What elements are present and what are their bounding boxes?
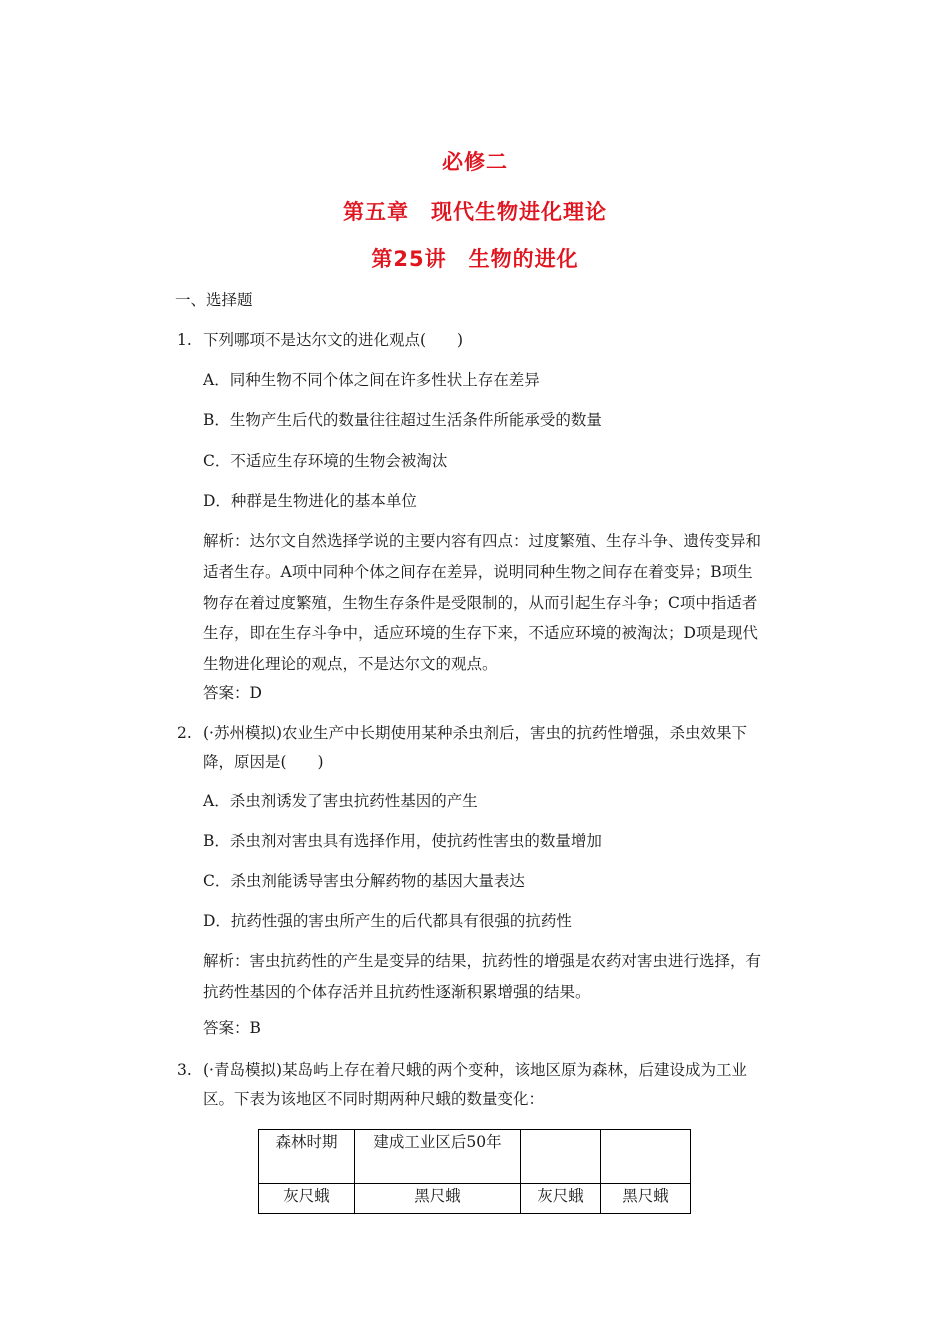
table-cell (601, 1130, 691, 1184)
q2-stem-line: (·苏州模拟)农业生产中长期使用某种杀虫剂后，害虫的抗药性增强，杀虫效果下 (203, 724, 748, 742)
q1-option-c: C．不适应生存环境的生物会被淘汰 (203, 452, 448, 470)
q2-answer: 答案：B (203, 1019, 261, 1037)
q1-analysis-line: 生物进化理论的观点，不是达尔文的观点。 (203, 655, 498, 673)
q1-analysis-line: 解析：达尔文自然选择学说的主要内容有四点：过度繁殖、生存斗争、遗传变异和 (203, 532, 762, 550)
table-cell (521, 1130, 601, 1184)
q1-analysis-line: 生存，即在生存斗争中，适应环境的生存下来，不适应环境的被淘汰；D项是现代 (203, 624, 758, 642)
book-title: 必修二 (442, 150, 508, 174)
q3-stem-line: (·青岛模拟)某岛屿上存在着尺蛾的两个变种，该地区原为森林，后建设成为工业 (203, 1061, 748, 1079)
lecture-title: 第25讲 生物的进化 (371, 247, 579, 271)
q1-option-a: A．同种生物不同个体之间在许多性状上存在差异 (203, 371, 540, 389)
q1-answer: 答案：D (203, 684, 262, 702)
q2-stem-line: 降，原因是( ) (203, 753, 324, 771)
table-row (259, 1184, 691, 1214)
q2-option-b: B．杀虫剂对害虫具有选择作用，使抗药性害虫的数量增加 (203, 832, 602, 850)
table-cell: 黑尺蛾 (601, 1184, 691, 1214)
q2-analysis-line: 解析：害虫抗药性的产生是变异的结果，抗药性的增强是农药对害虫进行选择，有 (203, 952, 762, 970)
q1-analysis-line: 物存在着过度繁殖，生物生存条件是受限制的，从而引起生存斗争；C项中指适者 (203, 594, 758, 612)
chapter-title: 第五章 现代生物进化理论 (343, 200, 607, 224)
table-cell: 建成工业区后50年 (355, 1130, 521, 1184)
table-cell: 森林时期 (259, 1130, 355, 1184)
q2-option-c: C．杀虫剂能诱导害虫分解药物的基因大量表达 (203, 872, 525, 890)
q2-analysis-line: 抗药性基因的个体存活并且抗药性逐渐积累增强的结果。 (203, 983, 591, 1001)
q2-option-d: D．抗药性强的害虫所产生的后代都具有很强的抗药性 (203, 912, 572, 930)
q2-number: 2. (177, 724, 192, 742)
table-cell: 灰尺蛾 (259, 1184, 355, 1214)
q3-stem-line: 区。下表为该地区不同时期两种尺蛾的数量变化： (203, 1090, 545, 1108)
q1-analysis-line: 适者生存。A项中同种个体之间存在差异，说明同种生物之间存在着变异；B项生 (203, 563, 753, 581)
table-cell: 灰尺蛾 (521, 1184, 601, 1214)
q3-number: 3. (177, 1061, 192, 1079)
q1-option-b: B．生物产生后代的数量往往超过生活条件所能承受的数量 (203, 411, 602, 429)
section-title: 一、选择题 (175, 291, 253, 309)
table-cell: 黑尺蛾 (355, 1184, 521, 1214)
q1-number: 1. (177, 331, 192, 349)
q1-stem: 下列哪项不是达尔文的进化观点( ) (203, 331, 464, 349)
moth-table (258, 1129, 691, 1214)
table-row (259, 1130, 691, 1184)
q1-option-d: D．种群是生物进化的基本单位 (203, 492, 417, 510)
q2-option-a: A．杀虫剂诱发了害虫抗药性基因的产生 (203, 792, 478, 810)
